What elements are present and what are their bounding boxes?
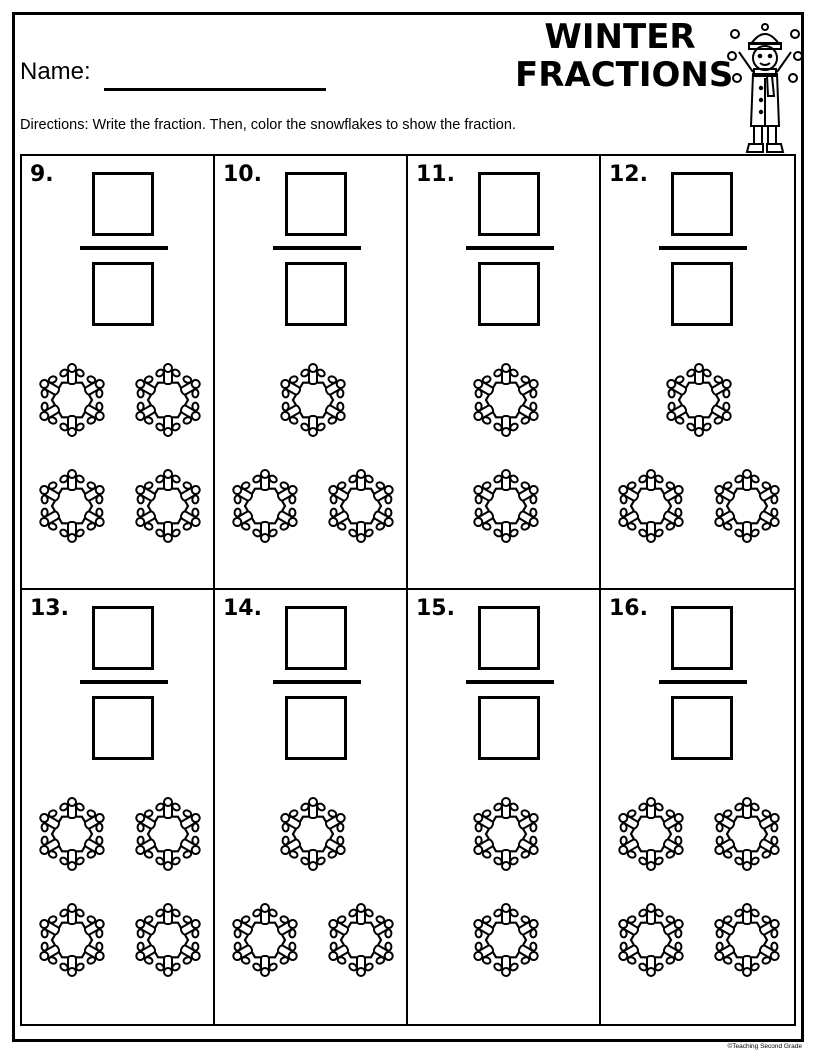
snowflake-icon[interactable] [130,362,206,438]
fraction-bar [273,680,361,684]
numerator-box[interactable] [671,172,733,236]
snowflake-icon[interactable] [661,362,737,438]
title-line-2: FRACTIONS [515,55,734,95]
numerator-box[interactable] [478,172,540,236]
denominator-box[interactable] [285,696,347,760]
numerator-box[interactable] [671,606,733,670]
numerator-box[interactable] [285,606,347,670]
winter-child-illustration [727,22,803,156]
denominator-box[interactable] [478,262,540,326]
snowflake-icon[interactable] [613,796,689,872]
problem-number: 15. [416,596,455,621]
snowflake-icon[interactable] [34,796,110,872]
fraction-bar [659,246,747,250]
denominator-box[interactable] [92,262,154,326]
fraction-bar [466,246,554,250]
problem-cell [408,590,601,1024]
snowflake-icon[interactable] [323,902,399,978]
problem-cell [408,156,601,590]
snowflake-icon[interactable] [468,902,544,978]
denominator-box[interactable] [285,262,347,326]
directions-text: Directions: Write the fraction. Then, color the snowflakes to show the fraction. [20,117,516,133]
snowflake-icon[interactable] [130,468,206,544]
snowflake-icon[interactable] [34,362,110,438]
name-label: Name: [20,58,91,85]
snowflake-icon[interactable] [468,468,544,544]
problem-number: 10. [223,162,262,187]
name-answer-line[interactable] [104,88,326,91]
numerator-box[interactable] [478,606,540,670]
problem-cell [215,590,408,1024]
fraction-bar [659,680,747,684]
problem-number: 9. [30,162,54,187]
snowflake-icon[interactable] [468,362,544,438]
fraction-bar [80,680,168,684]
denominator-box[interactable] [671,696,733,760]
snowflake-icon[interactable] [468,796,544,872]
denominator-box[interactable] [478,696,540,760]
title-line-1: WINTER [544,17,696,57]
snowflake-icon[interactable] [613,902,689,978]
snowflake-icon[interactable] [613,468,689,544]
snowflake-icon[interactable] [227,468,303,544]
numerator-box[interactable] [92,172,154,236]
snowflake-icon[interactable] [709,468,785,544]
fraction-bar [273,246,361,250]
fraction-bar [80,246,168,250]
snowflake-icon[interactable] [130,902,206,978]
snowflake-icon[interactable] [227,902,303,978]
fraction-bar [466,680,554,684]
snowflake-icon[interactable] [130,796,206,872]
copyright-text: ©Teaching Second Grade [727,1043,802,1050]
snowflake-icon[interactable] [709,796,785,872]
problem-cell [22,590,215,1024]
worksheet-title [515,17,734,95]
numerator-box[interactable] [92,606,154,670]
snowflake-icon[interactable] [275,362,351,438]
snowflake-icon[interactable] [323,468,399,544]
denominator-box[interactable] [671,262,733,326]
problem-cell [215,156,408,590]
numerator-box[interactable] [285,172,347,236]
problem-cell [22,156,215,590]
problem-number: 12. [609,162,648,187]
snowflake-icon[interactable] [709,902,785,978]
problem-number: 16. [609,596,648,621]
problem-number: 13. [30,596,69,621]
problem-grid [20,154,796,1026]
snowflake-icon[interactable] [34,902,110,978]
denominator-box[interactable] [92,696,154,760]
snowflake-icon[interactable] [34,468,110,544]
snowflake-icon[interactable] [275,796,351,872]
problem-cell [601,156,794,590]
problem-cell [601,590,794,1024]
problem-number: 11. [416,162,455,187]
problem-number: 14. [223,596,262,621]
